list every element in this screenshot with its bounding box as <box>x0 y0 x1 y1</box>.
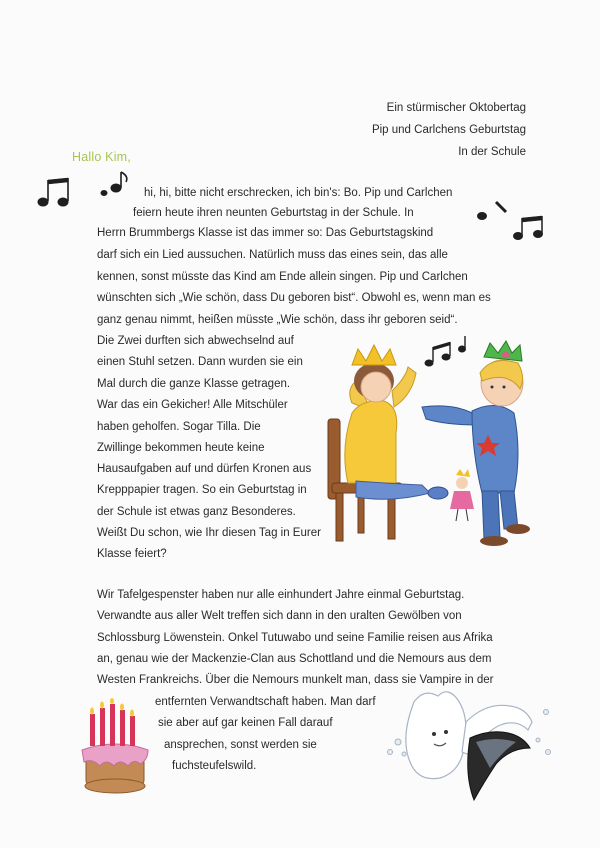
paragraph-1-line: der Schule ist etwas ganz Besonderes. <box>97 506 296 518</box>
header-line-2: Pip und Carlchens Geburtstag <box>371 124 526 136</box>
paragraph-1-line: wünschten sich „Wie schön, dass Du geboren bist“. Obwohl es, wenn man es <box>97 292 491 304</box>
paragraph-2-line: sie aber auf gar keinen Fall darauf <box>158 717 333 729</box>
music-notes-icon <box>34 168 134 213</box>
paragraph-2-line: entfernten Verwandtschaft haben. Man darf <box>155 696 376 708</box>
paragraph-2-line: ansprechen, sonst werden sie <box>164 739 317 751</box>
ghost-illustration <box>378 682 558 806</box>
paragraph-1-line: Zwillinge bekommen heute keine <box>97 442 265 454</box>
paragraph-1-line: Mal durch die ganze Klasse getragen. <box>97 378 291 390</box>
paragraph-2-line: an, genau wie der Mackenzie-Clan aus Schottland und die Nemours aus dem <box>97 653 492 665</box>
paragraph-1-line: Klasse feiert? <box>97 548 167 560</box>
header-block <box>372 97 526 163</box>
paragraph-1-line: einen Stuhl setzen. Dann wurden sie ein <box>97 356 303 368</box>
music-notes-icon <box>474 198 550 243</box>
paragraph-1-line: Die Zwei durften sich abwechselnd auf <box>97 335 294 347</box>
paragraph-1-line: Hausaufgaben auf und dürfen Kronen aus <box>97 463 312 475</box>
paragraph-1-line: Herrn Brummbergs Klasse ist das immer so: Das Geburtstagskind <box>97 227 434 239</box>
music-notes-icon <box>425 336 466 366</box>
paragraph-2-line: Verwandte aus aller Welt treffen sich dann in den uralten Gewölben von <box>97 610 462 622</box>
birthday-children-illustration <box>322 333 558 549</box>
paragraph-1-line: ganz genau nimmt, heißen müsste „Wie schön, dass ihr geboren seid“. <box>97 314 458 326</box>
paragraph-1-line: haben geholfen. Sogar Tilla. Die <box>97 421 261 433</box>
greeting: Hallo Kim, <box>72 150 131 164</box>
paragraph-2-line: fuchsteufelswild. <box>172 760 257 772</box>
paragraph-1-line: War das ein Gekicher! Alle Mitschüler <box>97 399 288 411</box>
paragraph-2-line: Schlossburg Löwenstein. Onkel Tutuwabo und seine Familie reisen aus Afrika <box>97 632 493 644</box>
paragraph-2-line: Westen Frankreichs. Über die Nemours munkelt man, dass sie Vampire in der <box>97 674 494 686</box>
paragraph-1-line: hi, hi, bitte nicht erschrecken, ich bin's: Bo. Pip und Carlchen <box>144 187 453 199</box>
paragraph-1-line: feiern heute ihren neunten Geburtstag in der Schule. In <box>133 207 414 219</box>
header-line-1: Ein stürmischer Oktobertag <box>386 102 526 114</box>
paragraph-1-line: darf sich ein Lied aussuchen. Natürlich muss das eines sein, das alle <box>97 249 448 261</box>
birthday-cake-illustration <box>76 700 154 796</box>
paragraph-1-line: Krepppapier tragen. So ein Geburtstag in <box>97 484 307 496</box>
header-line-3: In der Schule <box>458 146 526 158</box>
paragraph-1-line: Weißt Du schon, wie Ihr diesen Tag in Eurer <box>97 527 321 539</box>
paragraph-2-line: Wir Tafelgespenster haben nur alle einhundert Jahre einmal Geburtstag. <box>97 589 465 601</box>
paragraph-1-line: kennen, sonst müsste das Kind am Ende allein singen. Pip und Carlchen <box>97 271 468 283</box>
